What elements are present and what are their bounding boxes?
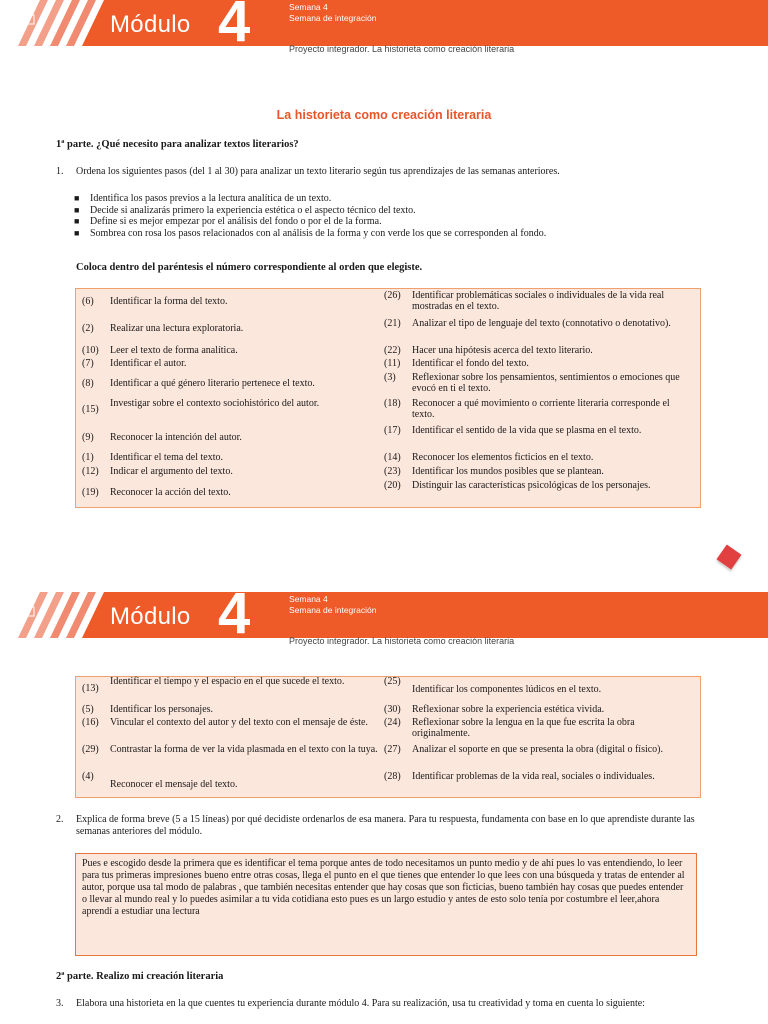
week-name: Semana de integración (289, 604, 377, 615)
week-label (289, 2, 376, 23)
module-number: 4 (218, 0, 251, 54)
sep-logo-icon (0, 592, 38, 620)
bullet-icon: ■ (74, 216, 80, 227)
svg-text:SEP: SEP (24, 8, 37, 14)
list-item: ■ Define si es mejor empezar por el análisis del fondo o por el de la forma. (74, 216, 382, 228)
week-name: Semana de integración (289, 12, 377, 23)
bullet-icon: ■ (74, 227, 80, 238)
answer-box[interactable] (75, 853, 697, 956)
bullet-icon: ■ (74, 193, 80, 203)
steps-table-1: (6) Identificar la forma del texto. (2) Realizar una lectura exploratoria. (10) Leer el texto de forma analítica. (7) Identificar el autor. (8) Identificar a qué género literario pertenece el texto. (15) Investigar sobre el contexto sociohistórico del autor. (9) Reconocer la intención del autor. (1) Identificar el tema del texto. (12) Indicar el argumento del texto. (19) Reconocer la acción del texto. (26) Identificar problemáticas sociales o individuales de la vida real mostradas en el texto. (21) Analizar el tipo de lenguaje del texto (connotativo o denotativo). (22) Hacer una hipótesis acerca del texto literario. (11) Identificar el fondo del texto. (3) Reflexionar sobre los pensamientos, sentimientos o emociones que evocó en ti el texto. (18) Reconocer a qué movimiento o corriente literaria corresponde el texto. (17) Identificar el sentido de la vida que se plasma en el texto. (14) Reconocer los elementos ficticios en el texto. (23) Identificar los mundos posibles que se plantean. (20) Distinguir las características psicológicas de los personajes. (75, 288, 701, 508)
module-word: Módulo (110, 603, 191, 630)
list-item: ■ Identifica los pasos previos a la lectura analítica de un texto. (74, 193, 332, 204)
page-turn-icon[interactable] (716, 544, 741, 569)
question-text: Explica de forma breve (5 a 15 líneas) por qué decidiste ordenarlos de esa manera. Para tu respuesta, fundamenta con base en lo que aprendiste durante las semanas anteriores del módulo. (76, 814, 695, 837)
week-number: Semana 4 (289, 594, 328, 604)
bullet-icon: ■ (74, 204, 80, 215)
week-label (289, 594, 376, 615)
instructions-list (74, 193, 546, 239)
question-text: Elabora una historieta en la que cuentes tu experiencia durante módulo 4. Para su realización, usa tu creatividad y toma en cuenta lo siguiente: (76, 998, 645, 1009)
header-subtitle: Proyecto integrador. La historieta como creación literaria (289, 44, 515, 54)
module-number: 4 (218, 581, 251, 646)
list-item: ■ Decide si analizarás primero la experiencia estética o el aspecto técnico del texto. (74, 204, 416, 216)
order-instruction: Coloca dentro del paréntesis el número correspondiente al orden que elegiste. (76, 262, 423, 273)
svg-text:SEP: SEP (24, 600, 37, 606)
header-subtitle: Proyecto integrador. La historieta como creación literaria (289, 636, 515, 646)
page-2 (0, 581, 768, 1024)
module-word: Módulo (110, 11, 191, 38)
question-number: 3. (56, 998, 64, 1009)
list-item: ■ Sombrea con rosa los pasos relacionados con al análisis de la forma y con verde los que se corresponden al fondo. (74, 227, 547, 239)
part2-heading: 2ª parte. Realizo mi creación literaria (56, 971, 224, 982)
answer-text: Pues e escogido desde la primera que es identificar el tema porque antes de todo necesitamos un punto medio y de ahí pues lo vas entendiendo, lo leer para tus primeras impresiones bueno entre otras cosas, llega el punto en el que tienes que entender lo que lees con una búsqueda y tratas de entender al autor, porque usa tal modo de palabras , que también necesitas entender que hay cosas que son ficticias, bueno también hay cosas que puedes entender o llevar al mundo real y lo puedes asimilar a tu vida cotidiana esto pues es un largo estudio y antes de esto solo tenía por costumbre el leer,ahora aprendí a estudiar una lectura (82, 858, 685, 917)
steps-table-2: (13) Identificar el tiempo y el espacio en el que sucede el texto. (5) Identificar los personajes. (16) Vincular el contexto del autor y del texto con el mensaje de éste. (29) Contrastar la forma de ver la vida plasmada en el texto con la tuya. (4) Reconocer el mensaje del texto. (25) Identificar los componentes lúdicos en el texto. (30) Reflexionar sobre la experiencia estética vivida. (24) Reflexionar sobre la lengua en la que fue escrita la obra originalmente. (27) Analizar el soporte en que se presenta la obra (digital o físico). (28) Identificar problemas de la vida real, sociales o individuales. (75, 676, 701, 798)
question-number: 1. (56, 166, 64, 177)
document-title: La historieta como creación literaria (276, 108, 492, 122)
question-number: 2. (56, 814, 64, 825)
week-number: Semana 4 (289, 2, 328, 12)
question-text: Ordena los siguientes pasos (del 1 al 30) para analizar un texto literario según tus aprendizajes de las semanas anteriores. (76, 166, 560, 177)
sep-logo-icon (0, 0, 38, 28)
part1-heading: 1ª parte. ¿Qué necesito para analizar textos literarios? (56, 139, 299, 150)
